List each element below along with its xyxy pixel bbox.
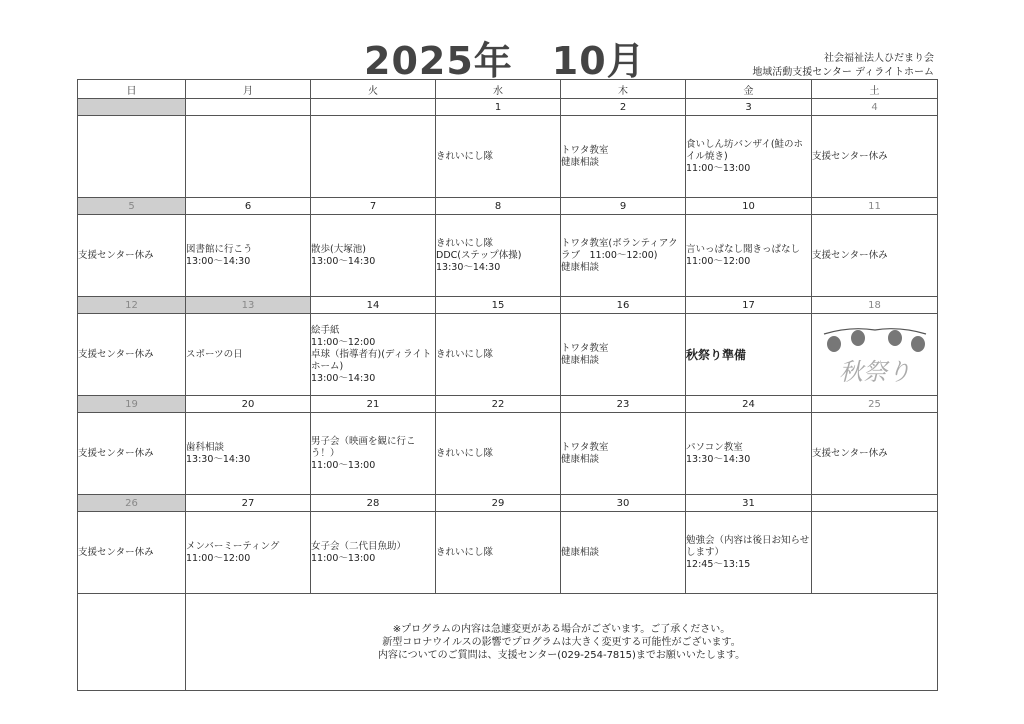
event-text: 健康相談: [561, 156, 600, 168]
day-cell: [311, 512, 436, 594]
event-text: 11:00～12:00: [186, 552, 251, 564]
event-text: 11:00～12:00: [311, 336, 376, 348]
day-cell: [561, 413, 686, 495]
date-row: [78, 198, 938, 215]
date-number: 12: [78, 297, 186, 314]
event-text: きれいにし隊: [436, 150, 494, 162]
event-text: 13:00～14:30: [311, 372, 376, 384]
day-cell: [436, 215, 561, 297]
day-cell: [311, 215, 436, 297]
festival-script: 秋祭り: [838, 357, 911, 386]
org-name: 社会福祉法人ひだまり会: [824, 53, 934, 64]
day-cell: [561, 314, 686, 396]
event-text: 支援センター休み: [78, 546, 154, 558]
date-number: 9: [561, 198, 686, 215]
date-number: 3: [686, 99, 812, 116]
event-text: 11:00～13:00: [311, 552, 376, 564]
day-cell: [812, 314, 938, 396]
date-number: 8: [436, 198, 561, 215]
event-text: 13:00～14:30: [186, 255, 251, 267]
event-text: 11:00～13:00: [311, 459, 376, 471]
day-cell: [436, 314, 561, 396]
event-text: 勉強会（内容は後日お知らせします）: [686, 534, 810, 558]
notes-cell: [186, 594, 938, 691]
event-row: [78, 413, 938, 495]
date-number: 29: [436, 495, 561, 512]
day-cell: [186, 413, 311, 495]
day-cell: [561, 215, 686, 297]
event-text: 13:00～14:30: [311, 255, 376, 267]
day-cell: [436, 512, 561, 594]
event-text: 支援センター休み: [78, 348, 154, 360]
date-row: [78, 495, 938, 512]
date-number: 18: [812, 297, 938, 314]
event-text: 支援センター休み: [812, 249, 888, 261]
event-text: 女子会（二代目魚助）: [311, 540, 407, 552]
day-cell: [561, 512, 686, 594]
date-number: [311, 99, 436, 116]
facility-name: 地域活動支援センター ディライトホーム: [752, 67, 934, 78]
day-cell: [812, 413, 938, 495]
event-text: 13:30～14:30: [436, 261, 501, 273]
page-title: 2025年 10月: [364, 39, 646, 83]
event-text: 男子会（映画を観に行こう！）: [311, 435, 416, 459]
notes-left-cell: [78, 594, 186, 691]
date-number: [186, 99, 311, 116]
day-cell: [686, 116, 812, 198]
event-text: 絵手紙: [311, 324, 340, 336]
event-text: 健康相談: [561, 453, 600, 465]
event-text: きれいにし隊: [436, 348, 494, 360]
date-number: 25: [812, 396, 938, 413]
event-text: 支援センター休み: [78, 249, 154, 261]
day-cell: [686, 215, 812, 297]
date-number: 5: [78, 198, 186, 215]
event-text: きれいにし隊: [436, 546, 494, 558]
day-cell: [78, 512, 186, 594]
day-cell: [436, 116, 561, 198]
day-cell: [311, 116, 436, 198]
day-cell: [686, 512, 812, 594]
date-number: 26: [78, 495, 186, 512]
day-cell: [186, 215, 311, 297]
event-text: メンバーミーティング: [186, 540, 280, 552]
event-text: 健康相談: [561, 546, 600, 558]
event-text: 支援センター休み: [812, 150, 888, 162]
event-text: 歯科相談: [186, 441, 225, 453]
day-cell: [78, 314, 186, 396]
date-number: 19: [78, 396, 186, 413]
weekday-fri: 金: [686, 80, 812, 99]
event-text: 支援センター休み: [78, 447, 154, 459]
date-number: 24: [686, 396, 812, 413]
date-number: 14: [311, 297, 436, 314]
day-cell: [436, 413, 561, 495]
event-text: きれいにし隊: [436, 447, 494, 459]
event-text: 図書館に行こう: [186, 243, 253, 255]
event-text: トワタ教室(ボランティアクラブ 11:00～12:00): [561, 237, 678, 261]
notes-row: [78, 594, 938, 691]
date-number: 23: [561, 396, 686, 413]
weekday-wed: 水: [436, 80, 561, 99]
event-text: 13:30～14:30: [186, 453, 251, 465]
autumn-festival-illustration: [820, 320, 930, 390]
date-number: 7: [311, 198, 436, 215]
date-number: 28: [311, 495, 436, 512]
weekday-header-row: [78, 80, 938, 99]
event-row: [78, 512, 938, 594]
day-cell: [812, 512, 938, 594]
event-text: 13:30～14:30: [686, 453, 751, 465]
event-text: パソコン教室: [686, 441, 743, 453]
date-number: 11: [812, 198, 938, 215]
day-cell: [78, 215, 186, 297]
event-text: 11:00～12:00: [686, 255, 751, 267]
date-number: 30: [561, 495, 686, 512]
date-number: 31: [686, 495, 812, 512]
event-text: 卓球（指導者有)(ディライトホーム): [311, 348, 432, 372]
event-row: [78, 215, 938, 297]
day-cell: [186, 512, 311, 594]
note-line: ※プログラムの内容は急遽変更がある場合がございます。ご了承ください。: [392, 623, 731, 635]
date-number: 17: [686, 297, 812, 314]
day-cell: [561, 116, 686, 198]
day-cell: [186, 116, 311, 198]
event-row: [78, 116, 938, 198]
date-number: 2: [561, 99, 686, 116]
day-cell: [186, 314, 311, 396]
date-number: 15: [436, 297, 561, 314]
day-cell: [311, 413, 436, 495]
weekday-mon: 月: [186, 80, 311, 99]
event-text: 健康相談: [561, 261, 600, 273]
event-text: 11:00～13:00: [686, 162, 751, 174]
event-text: 言いっぱなし聞きっぱなし: [686, 243, 801, 255]
event-text: 食いしん坊バンザイ(鮭のホイル焼き): [686, 138, 804, 162]
event-text: スポーツの日: [186, 348, 243, 360]
date-number: 20: [186, 396, 311, 413]
event-text: トワタ教室: [561, 441, 609, 453]
day-cell: [686, 413, 812, 495]
event-text: 支援センター休み: [812, 447, 888, 459]
day-cell: [812, 116, 938, 198]
date-number: 13: [186, 297, 311, 314]
date-number: [812, 495, 938, 512]
event-text: 散歩(大塚池): [311, 243, 366, 255]
event-row: [78, 314, 938, 396]
day-cell: [812, 215, 938, 297]
day-cell: [311, 314, 436, 396]
weekday-tue: 火: [311, 80, 436, 99]
event-text: トワタ教室: [561, 342, 609, 354]
organization-info: [752, 52, 934, 80]
day-cell: [78, 116, 186, 198]
note-line: 内容についてのご質問は、支援センター(029-254-7815)までお願いいたします。: [377, 649, 746, 661]
date-number: 22: [436, 396, 561, 413]
event-text: きれいにし隊: [436, 237, 494, 249]
date-number: [78, 99, 186, 116]
date-number: 1: [436, 99, 561, 116]
note-line: 新型コロナウイルスの影響でプログラムは大きく変更する可能性がございます。: [382, 636, 741, 648]
event-text: トワタ教室: [561, 144, 609, 156]
event-text: 健康相談: [561, 354, 600, 366]
date-row: [78, 297, 938, 314]
date-number: 6: [186, 198, 311, 215]
calendar-table: [77, 79, 938, 691]
date-number: 21: [311, 396, 436, 413]
weekday-sun: 日: [78, 80, 186, 99]
date-number: 16: [561, 297, 686, 314]
date-number: 10: [686, 198, 812, 215]
date-row: [78, 396, 938, 413]
day-cell: [686, 314, 812, 396]
day-cell: [78, 413, 186, 495]
weekday-thu: 木: [561, 80, 686, 99]
event-text: DDC(ステップ体操): [436, 249, 522, 261]
date-row: [78, 99, 938, 116]
event-text: 12:45～13:15: [686, 558, 751, 570]
date-number: 4: [812, 99, 938, 116]
weekday-sat: 土: [812, 80, 938, 99]
event-text: 秋祭り準備: [686, 347, 747, 362]
date-number: 27: [186, 495, 311, 512]
